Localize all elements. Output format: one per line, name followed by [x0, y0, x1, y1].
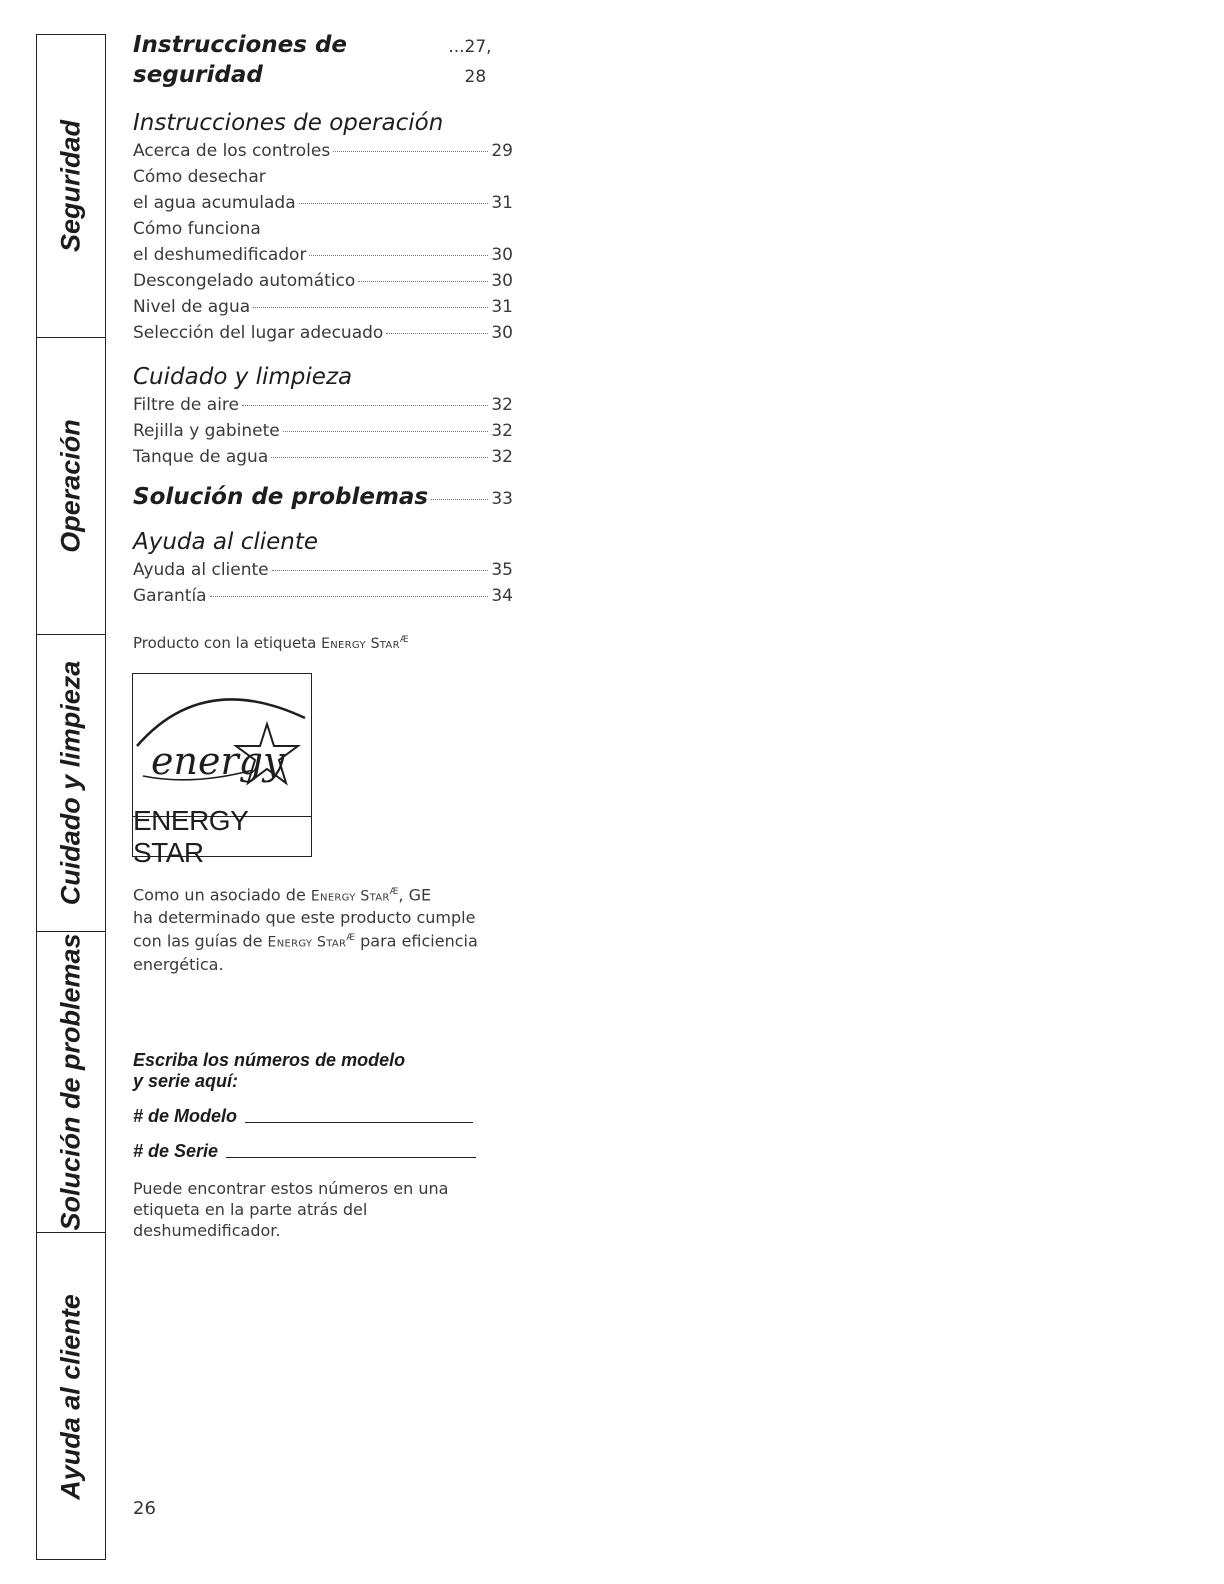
toc-trouble-heading[interactable] [133, 482, 513, 515]
tab-label: Solución de problemas [55, 933, 86, 1231]
table-of-contents [133, 30, 513, 609]
tab-ayuda[interactable] [37, 1233, 105, 1561]
model-field[interactable] [133, 1106, 513, 1127]
toc-entry[interactable]: Garantía 34 [133, 586, 513, 606]
tab-seguridad[interactable] [37, 35, 105, 338]
toc-safety-heading[interactable] [133, 30, 513, 92]
toc-entry-line: Cómo funciona [133, 219, 261, 239]
energy-star-mark: Energy Star [321, 636, 400, 652]
section-tabs [36, 34, 106, 1560]
tab-label: Cuidado y limpieza [55, 660, 86, 906]
model-line[interactable] [245, 1121, 473, 1123]
record-heading: Escriba los números de modelo y serie aquí: [133, 1050, 406, 1091]
model-label: # de Modelo [133, 1106, 238, 1126]
toc-safety-title: Instrucciones de seguridad [133, 32, 348, 88]
toc-trouble-title: Solución de problemas [133, 484, 429, 510]
tab-cuidado[interactable] [37, 635, 105, 932]
tab-operacion[interactable] [37, 338, 105, 635]
toc-care-heading: Cuidado y limpieza [133, 364, 353, 390]
toc-entry[interactable]: el agua acumulada 31 [133, 193, 513, 213]
energy-star-band [133, 804, 311, 868]
page-number: 26 [133, 1498, 156, 1519]
serial-line[interactable] [226, 1156, 476, 1158]
toc-entry[interactable]: Nivel de agua 31 [133, 297, 513, 317]
toc-entry[interactable]: Acerca de los controles 29 [133, 141, 513, 161]
energy-star-icon [133, 674, 310, 814]
tab-solucion[interactable] [37, 932, 105, 1233]
toc-safety-dots: ... [448, 37, 465, 57]
energy-partner-text: Como un asociado de Energy Star$^Æ$, GE ha determinado que este producto cumple con las guías de Energy Star$^Æ$ para eficiencia energética. [133, 885, 478, 974]
toc-entry[interactable]: Tanque de agua 32 [133, 447, 513, 467]
toc-customer-heading: Ayuda al cliente [133, 529, 319, 555]
toc-operation-heading: Instrucciones de operación [133, 110, 444, 136]
toc-entry[interactable]: Selección del lugar adecuado 30 [133, 323, 513, 343]
serial-label: # de Serie [133, 1141, 219, 1161]
serial-field[interactable] [133, 1141, 513, 1162]
toc-entry[interactable]: el deshumedificador 30 [133, 245, 513, 265]
record-note: Puede encontrar estos números en una etiqueta en la parte atrás del deshumedificador. [133, 1179, 449, 1240]
tab-label: Ayuda al cliente [55, 1294, 86, 1500]
record-numbers-section [133, 1050, 513, 1241]
tab-label: Operación [55, 419, 86, 553]
tab-label: Seguridad [55, 119, 86, 253]
energy-star-logo [132, 673, 312, 868]
toc-entry[interactable]: Descongelado automático 30 [133, 271, 513, 291]
toc-trouble-page: 33 [491, 489, 513, 509]
toc-entry[interactable]: Ayuda al cliente 35 [133, 560, 513, 580]
toc-entry[interactable]: Rejilla y gabinete 32 [133, 421, 513, 441]
energy-star-text: ENERGY STAR [133, 804, 248, 868]
toc-entry-line: Cómo desechar [133, 167, 266, 187]
energy-star-label: Producto con la etiqueta Energy Star$^Æ$ [133, 634, 409, 652]
energy-script: energy [151, 739, 285, 783]
toc-safety-pages: 27, 28 [464, 37, 492, 87]
toc-entry[interactable]: Filtre de aire 32 [133, 395, 513, 415]
